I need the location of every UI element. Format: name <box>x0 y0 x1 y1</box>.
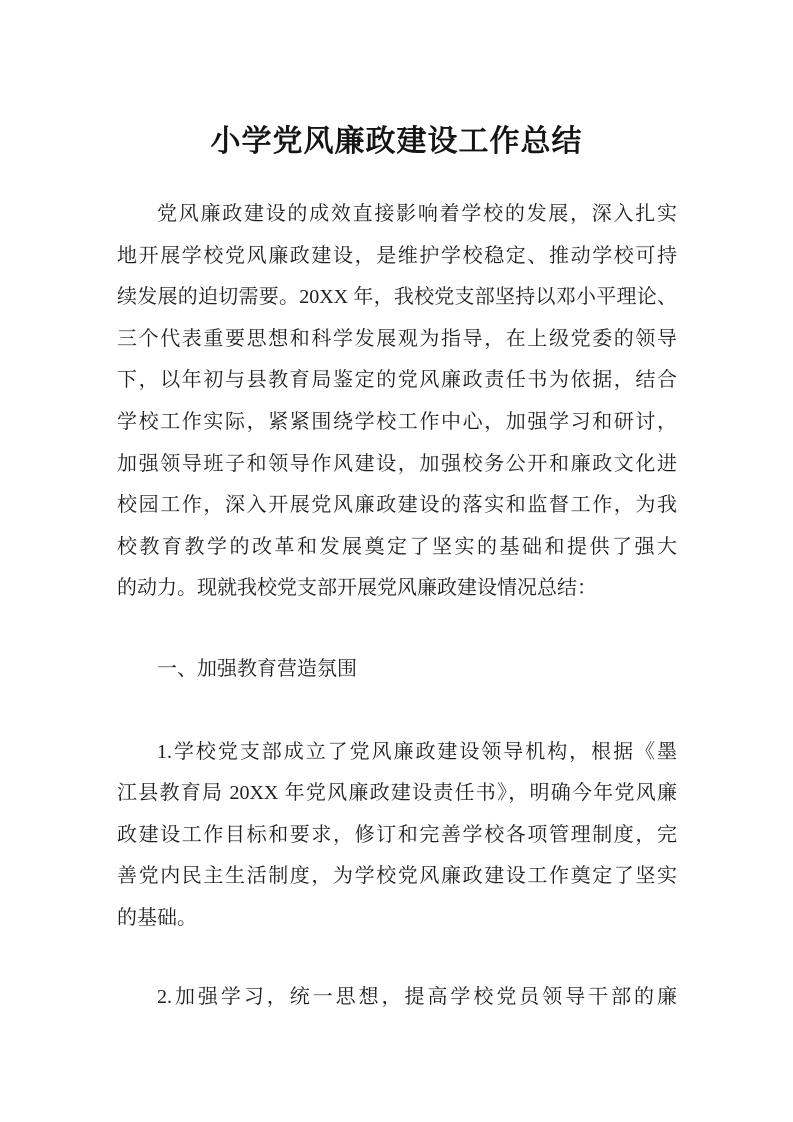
text-line: 政建设工作目标和要求，修订和完善学校各项管理制度，完 <box>117 823 677 846</box>
text-line: 加强领导班子和领导作风建设，加强校务公开和廉政文化进 <box>117 452 677 475</box>
text-line: 校园工作，深入开展党风廉政建设的落实和监督工作，为我 <box>117 494 677 517</box>
section-heading <box>117 649 677 691</box>
text-line: 善党内民主生活制度，为学校党风廉政建设工作奠定了坚实 <box>117 865 677 888</box>
paragraph <box>117 977 677 1019</box>
text-line: 2.加强学习，统一思想，提高学校党员领导干部的廉 <box>157 985 677 1008</box>
text-line: 学校工作实际，紧紧围绕学校工作中心，加强学习和研讨， <box>117 410 677 433</box>
text-line: 的动力。现就我校党支部开展党风廉政建设情况总结： <box>117 577 597 600</box>
paragraph <box>117 194 677 610</box>
text-line: 1.学校党支部成立了党风廉政建设领导机构，根据《墨 <box>157 740 677 763</box>
document-body <box>117 194 677 1018</box>
text-line: 校教育教学的改革和发展奠定了坚实的基础和提供了强大 <box>117 535 677 558</box>
document-title: 小学党风廉政建设工作总结 <box>210 125 583 158</box>
text-line: 三个代表重要思想和科学发展观为指导，在上级党委的领导 <box>117 327 677 350</box>
text-line: 一、加强教育营造氛围 <box>157 657 357 680</box>
text-line: 下，以年初与县教育局鉴定的党风廉政责任书为依据，结合 <box>117 369 677 392</box>
text-line: 的基础。 <box>117 906 197 929</box>
text-line: 江县教育局 20XX 年党风廉政建设责任书》，明确今年党风廉 <box>117 782 677 805</box>
paragraph <box>117 732 677 940</box>
text-line: 党风廉政建设的成效直接影响着学校的发展，深入扎实 <box>157 203 677 225</box>
text-line: 地开展学校党风廉政建设，是维护学校稳定、推动学校可持 <box>117 244 677 267</box>
text-line: 续发展的迫切需要。20XX 年，我校党支部坚持以邓小平理论、 <box>117 286 677 309</box>
